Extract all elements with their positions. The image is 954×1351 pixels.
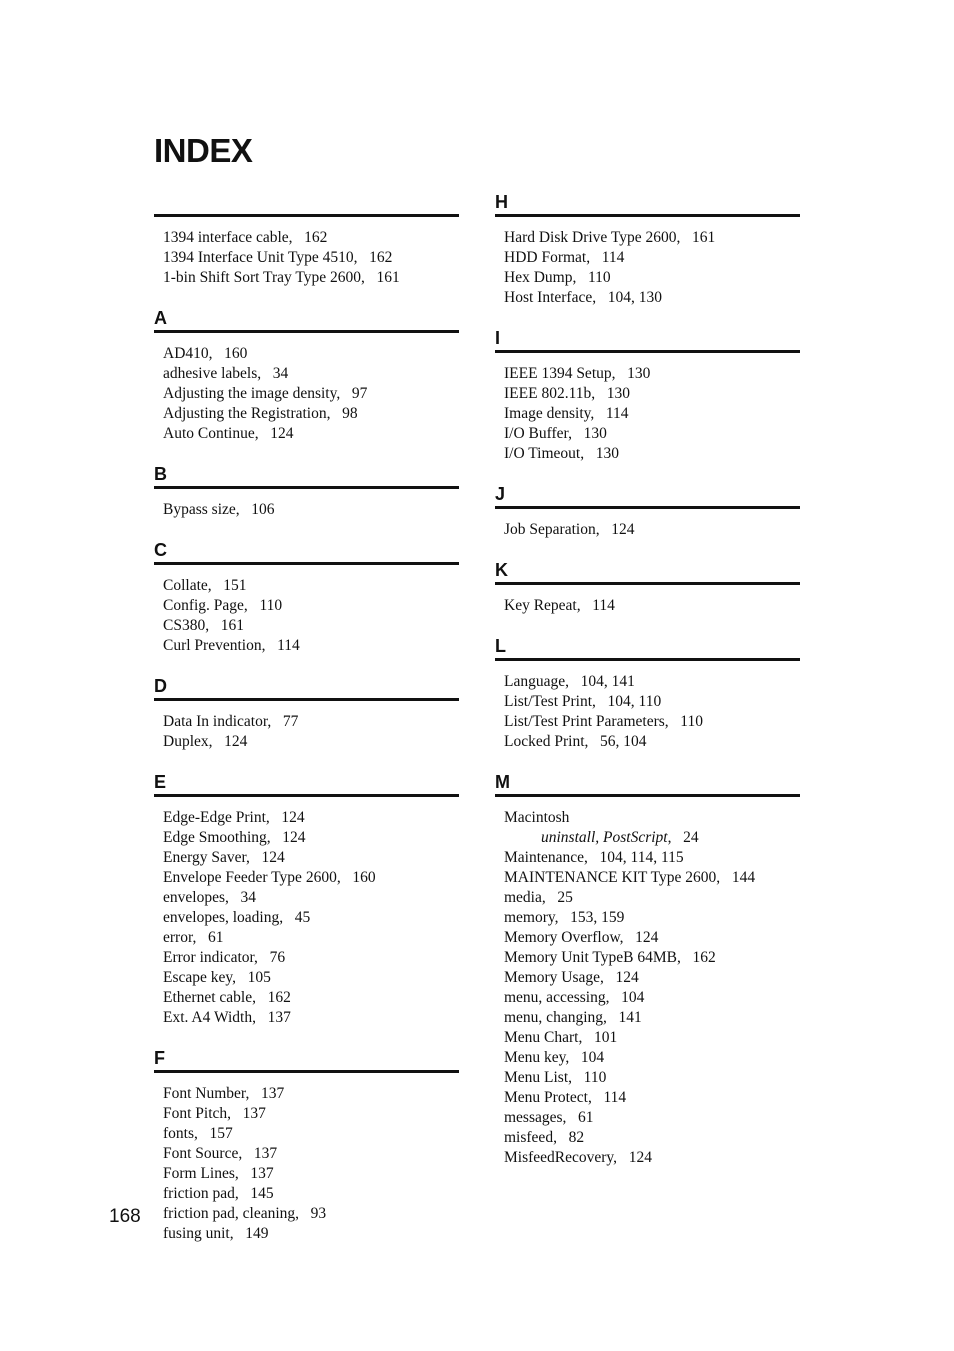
index-entry	[163, 1008, 459, 1028]
index-entry-list	[495, 585, 800, 616]
entry-page-ref: 61	[578, 1109, 594, 1126]
entry-term: MAINTENANCE KIT Type 2600,	[504, 869, 721, 886]
entry-term: Font Source,	[163, 1145, 243, 1162]
entry-term: Adjusting the image density,	[163, 385, 341, 402]
entry-page-ref: 160	[224, 345, 248, 362]
index-entry-list	[495, 797, 800, 1168]
index-entry	[163, 636, 459, 656]
index-section-numeric	[154, 214, 459, 288]
entry-term: Key Repeat,	[504, 597, 581, 614]
index-entry	[504, 868, 800, 888]
entry-page-ref: 34	[240, 889, 256, 906]
entry-page-ref: 104, 110	[607, 693, 662, 710]
entry-term: Edge Smoothing,	[163, 829, 271, 846]
entry-term: Form Lines,	[163, 1165, 239, 1182]
entry-page-ref: 137	[267, 1009, 291, 1026]
entry-page-ref: 137	[242, 1105, 266, 1122]
entry-term: Macintosh	[504, 809, 570, 826]
entry-page-ref: 110	[587, 269, 611, 286]
index-entry	[504, 384, 800, 404]
entry-term: Envelope Feeder Type 2600,	[163, 869, 341, 886]
index-entry	[163, 808, 459, 828]
index-entry	[504, 848, 800, 868]
index-entry	[163, 268, 459, 288]
index-entry	[504, 1068, 800, 1088]
section-letter: L	[495, 636, 506, 656]
entry-term: friction pad, cleaning,	[163, 1205, 300, 1222]
entry-term: Ext. A4 Width,	[163, 1009, 256, 1026]
entry-term: friction pad,	[163, 1185, 239, 1202]
entry-term: Duplex,	[163, 733, 213, 750]
index-entry: uninstall, PostScript, 24	[541, 829, 699, 846]
entry-term: Menu Protect,	[504, 1089, 592, 1106]
index-entry	[163, 868, 459, 888]
entry-page-ref: 149	[245, 1225, 269, 1242]
index-entry-list	[154, 217, 459, 288]
index-entry	[504, 988, 800, 1008]
entry-page-ref: 124	[261, 849, 285, 866]
entry-term: Menu key,	[504, 1049, 570, 1066]
entry-term: IEEE 802.11b,	[504, 385, 596, 402]
index-entry	[504, 404, 800, 424]
entry-term: memory,	[504, 909, 559, 926]
entry-term: I/O Timeout,	[504, 445, 585, 462]
entry-page-ref: 162	[692, 949, 716, 966]
entry-term: Data In indicator,	[163, 713, 272, 730]
entry-term: Memory Unit TypeB 64MB,	[504, 949, 681, 966]
index-section-b	[154, 462, 459, 520]
index-section-d	[154, 674, 459, 752]
entry-page-ref: 124	[270, 425, 294, 442]
index-entry	[504, 808, 800, 828]
index-entry	[163, 500, 459, 520]
entry-term: error,	[163, 929, 197, 946]
entry-page-ref: 161	[220, 617, 244, 634]
index-entry	[504, 1128, 800, 1148]
index-entry-list	[154, 1073, 459, 1244]
index-entry	[163, 576, 459, 596]
entry-term: HDD Format,	[504, 249, 591, 266]
entry-term: Hex Dump,	[504, 269, 577, 286]
section-letter: E	[154, 772, 167, 792]
index-entry	[504, 908, 800, 928]
index-entry	[504, 1108, 800, 1128]
index-entry	[163, 228, 459, 248]
section-letter: K	[495, 560, 508, 580]
entry-page-ref: 104, 130	[607, 289, 662, 306]
entry-term: misfeed,	[504, 1129, 557, 1146]
entry-page-ref: 110	[259, 597, 283, 614]
entry-page-ref: 110	[680, 713, 703, 730]
index-entry	[163, 384, 459, 404]
entry-page-ref: 93	[310, 1205, 327, 1222]
entry-page-ref: 160	[352, 869, 376, 886]
entry-page-ref: 110	[583, 1069, 607, 1086]
entry-page-ref: 76	[269, 949, 286, 966]
entry-term: messages,	[504, 1109, 567, 1126]
index-entry	[163, 1124, 459, 1144]
entry-term: Memory Overflow,	[504, 929, 624, 946]
index-entry	[163, 1224, 459, 1244]
index-entry	[504, 1148, 800, 1168]
entry-term: Ethernet cable,	[163, 989, 256, 1006]
entry-term: Curl Prevention,	[163, 637, 266, 654]
entry-term: Collate,	[163, 577, 212, 594]
section-letter: M	[495, 772, 510, 792]
entry-page-ref: 130	[627, 365, 651, 382]
entry-page-ref: 124	[628, 1149, 652, 1166]
entry-term: Error indicator,	[163, 949, 258, 966]
index-entry	[163, 1204, 459, 1224]
entry-page-ref: 157	[209, 1125, 233, 1142]
index-entry	[163, 248, 459, 268]
index-entry	[504, 520, 800, 540]
entry-term: AD410,	[163, 345, 213, 362]
entry-term: Adjusting the Registration,	[163, 405, 331, 422]
entry-term: I/O Buffer,	[504, 425, 572, 442]
index-entry	[163, 888, 459, 908]
entry-term: fonts,	[163, 1125, 198, 1142]
entry-page-ref: 137	[253, 1145, 278, 1162]
section-letter: A	[154, 308, 167, 328]
index-section-c	[154, 538, 459, 656]
section-letter: B	[154, 464, 167, 484]
index-entry-list	[495, 353, 800, 464]
index-entry	[504, 228, 800, 248]
entry-term: MisfeedRecovery,	[504, 1149, 618, 1166]
index-column-left	[154, 214, 459, 1244]
entry-term: Memory Usage,	[504, 969, 604, 986]
entry-page-ref: 137	[260, 1085, 285, 1102]
index-entry	[163, 1164, 459, 1184]
entry-term: Edge-Edge Print,	[163, 809, 270, 826]
entry-page-ref: 162	[369, 249, 393, 266]
index-entry	[163, 1084, 459, 1104]
entry-page-ref: 114	[592, 597, 615, 614]
index-entry	[504, 1048, 800, 1068]
entry-term: List/Test Print,	[504, 693, 596, 710]
index-entry	[504, 968, 800, 988]
section-letter: F	[154, 1048, 165, 1068]
index-entry	[504, 928, 800, 948]
index-entry	[163, 616, 459, 636]
entry-page-ref: 101	[593, 1029, 618, 1046]
index-entry	[504, 248, 800, 268]
entry-page-ref: 124	[281, 809, 305, 826]
index-entry	[163, 1104, 459, 1124]
entry-term: 1394 interface cable,	[163, 229, 293, 246]
entry-term: Hard Disk Drive Type 2600,	[504, 229, 681, 246]
index-entry-list	[154, 489, 459, 520]
entry-page-ref: 61	[208, 929, 224, 946]
index-entry-list	[495, 217, 800, 308]
entry-page-ref: 106	[251, 501, 275, 518]
entry-page-ref: 25	[557, 889, 573, 906]
index-entry	[504, 444, 800, 464]
index-column-right	[495, 190, 800, 1168]
entry-page-ref: 144	[731, 869, 756, 886]
entry-page-ref: 124	[615, 969, 639, 986]
index-entry	[504, 1028, 800, 1048]
entry-term: fusing unit,	[163, 1225, 234, 1242]
index-entry	[504, 596, 800, 616]
entry-page-ref: 162	[267, 989, 291, 1006]
entry-page-ref: 124	[282, 829, 306, 846]
index-entry	[163, 1184, 459, 1204]
index-section-k	[495, 558, 800, 616]
index-entry	[163, 732, 459, 752]
entry-term: Font Pitch,	[163, 1105, 232, 1122]
page-number: 168	[109, 1206, 141, 1227]
entry-page-ref: 114	[605, 405, 629, 422]
index-section-l	[495, 634, 800, 752]
entry-term: envelopes,	[163, 889, 229, 906]
entry-page-ref: 114	[603, 1089, 627, 1106]
index-entry	[163, 848, 459, 868]
entry-page-ref: 105	[247, 969, 271, 986]
entry-page-ref: 151	[223, 577, 247, 594]
index-section-j	[495, 482, 800, 540]
index-section-i	[495, 326, 800, 464]
index-entry	[163, 596, 459, 616]
entry-term: menu, accessing,	[504, 989, 610, 1006]
entry-term: Host Interface,	[504, 289, 597, 306]
index-entry	[163, 928, 459, 948]
entry-page-ref: 34	[272, 365, 289, 382]
entry-term: Menu Chart,	[504, 1029, 583, 1046]
index-entry	[163, 364, 459, 384]
index-entry	[504, 888, 800, 908]
entry-term: uninstall, PostScript	[541, 829, 668, 846]
entry-page-ref: 56, 104	[600, 733, 647, 750]
index-entry	[504, 288, 800, 308]
section-letter: J	[495, 484, 506, 504]
entry-term: 1-bin Shift Sort Tray Type 2600,	[163, 269, 365, 286]
entry-page-ref: 45	[294, 909, 311, 926]
index-entry	[504, 364, 800, 384]
entry-term: List/Test Print Parameters,	[504, 713, 669, 730]
index-entry-list	[154, 797, 459, 1028]
index-entry-list	[495, 661, 800, 752]
index-entry	[504, 692, 800, 712]
section-letter: C	[154, 540, 167, 560]
entry-term: Image density,	[504, 405, 595, 422]
index-entry	[504, 672, 800, 692]
index-entry	[163, 712, 459, 732]
entry-term: Locked Print,	[504, 733, 589, 750]
entry-page-ref: 24	[683, 829, 699, 846]
entry-page-ref: 145	[250, 1185, 274, 1202]
entry-term: Language,	[504, 673, 569, 690]
entry-term: Menu List,	[504, 1069, 573, 1086]
entry-page-ref: 82	[568, 1129, 585, 1146]
entry-page-ref: 104, 141	[580, 673, 635, 690]
index-entry	[163, 968, 459, 988]
entry-term: Font Number,	[163, 1085, 250, 1102]
index-entry	[504, 948, 800, 968]
index-entry	[163, 828, 459, 848]
index-entry	[504, 424, 800, 444]
index-entry	[163, 344, 459, 364]
entry-term: Job Separation,	[504, 521, 600, 538]
entry-term: Escape key,	[163, 969, 237, 986]
index-entry-list	[495, 509, 800, 540]
entry-page-ref: 104	[580, 1049, 605, 1066]
entry-term: CS380,	[163, 617, 210, 634]
entry-term: 1394 Interface Unit Type 4510,	[163, 249, 358, 266]
entry-page-ref: 104	[621, 989, 645, 1006]
entry-page-ref: 162	[304, 229, 328, 246]
entry-term: media,	[504, 889, 546, 906]
entry-term: Auto Continue,	[163, 425, 259, 442]
index-entry-list	[154, 333, 459, 444]
section-letter: H	[495, 192, 508, 212]
index-entry	[504, 1008, 800, 1028]
entry-term: Maintenance,	[504, 849, 588, 866]
entry-page-ref: 130	[606, 385, 630, 402]
entry-page-ref: 124	[224, 733, 248, 750]
entry-page-ref: 98	[342, 405, 358, 422]
entry-page-ref: 141	[618, 1009, 642, 1026]
index-entry	[163, 948, 459, 968]
index-entry	[163, 908, 459, 928]
section-letter: I	[495, 328, 501, 348]
index-entry-list	[154, 701, 459, 752]
index-entry	[504, 268, 800, 288]
entry-term: menu, changing,	[504, 1009, 607, 1026]
entry-page-ref: 124	[635, 929, 659, 946]
entry-page-ref: 130	[583, 425, 607, 442]
entry-page-ref: 124	[611, 521, 635, 538]
entry-page-ref: 153, 159	[570, 909, 625, 926]
index-section-f	[154, 1046, 459, 1244]
section-letter: D	[154, 676, 167, 696]
index-entry	[504, 1088, 800, 1108]
index-section-e	[154, 770, 459, 1028]
index-entry-list	[154, 565, 459, 656]
index-entry	[163, 424, 459, 444]
entry-page-ref: 97	[351, 385, 368, 402]
entry-term: envelopes, loading,	[163, 909, 284, 926]
entry-page-ref: 114	[601, 249, 625, 266]
entry-page-ref: 114	[277, 637, 300, 654]
entry-term: Energy Saver,	[163, 849, 250, 866]
index-section-m	[495, 770, 800, 1168]
entry-page-ref: 161	[376, 269, 400, 286]
index-entry	[163, 404, 459, 424]
entry-term: IEEE 1394 Setup,	[504, 365, 616, 382]
entry-page-ref: 77	[282, 713, 299, 730]
index-entry	[163, 988, 459, 1008]
entry-page-ref: 104, 114, 115	[599, 849, 684, 866]
entry-page-ref: 161	[692, 229, 716, 246]
entry-page-ref: 137	[250, 1165, 274, 1182]
index-entry	[504, 732, 800, 752]
entry-page-ref: 130	[595, 445, 619, 462]
entry-term: Config. Page,	[163, 597, 248, 614]
entry-term: Bypass size,	[163, 501, 240, 518]
page-title: INDEX	[154, 132, 253, 169]
index-entry	[163, 1144, 459, 1164]
index-section-a	[154, 306, 459, 444]
index-entry	[504, 712, 800, 732]
entry-term: adhesive labels,	[163, 365, 262, 382]
index-section-h	[495, 190, 800, 308]
